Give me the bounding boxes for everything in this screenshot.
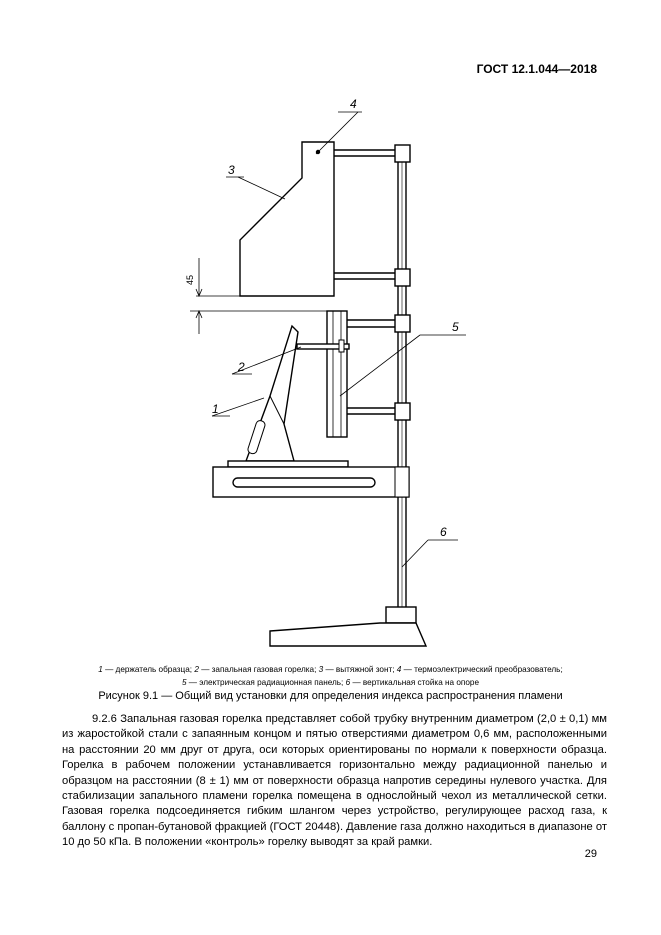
exhaust-hood [240,142,334,296]
stand-clamp [395,403,410,420]
stand-clamp [395,269,410,286]
holder-base-plate [228,461,348,467]
legend-line-1: 1 — держатель образца; 2 — запальная газовая горелка; 3 — вытяжной зонт; 4 — термоэлектрический преобразователь; [98,665,563,674]
label-3: 3 [228,163,235,177]
label-5: 5 [452,320,459,334]
document-code-header: ГОСТ 12.1.044—2018 [476,62,597,76]
label-2: 2 [238,360,245,374]
label-4: 4 [350,97,357,111]
label-1: 1 [212,402,219,416]
figure-title: Рисунок 9.1 — Общий вид установки для определения индекса распространения пламени [98,690,563,702]
legend-line-2: 5 — электрическая радиационная панель; 6 — вертикальная стойка на опоре [181,678,480,687]
stand-clamp [395,315,410,332]
label-6: 6 [440,525,447,539]
page-number: 29 [584,848,597,860]
stand-clamp [395,145,410,162]
stand-base [270,623,426,646]
dimension-45: 45 [185,274,195,285]
body-paragraph: 9.2.6 Запальная газовая горелка представляет собой трубку внутренним диаметром (2,0 ± 0,1) мм из жаростойкой стали с запаянным концом и пятью отверстиями диаметром 0,6 мм, расположенными на расстоянии 20 мм друг от друга, оси которых ориентированы по нормали к поверхности образца. Горелка в рабочем положении устанавливается горизонтально между радиационной панелью и образцом на расстоянии (8 ± 1) мм от поверхности образца напротив середины нулевого участка. Для стабилизации запального пламени горелка помещена в однослойный чехол из металлической сетки. Газовая горелка подсоединяется гибким шлангом через устройство, регулирующее расход газа, к баллону с пропан-бутановой фракцией (ГОСТ 20448). Давление газа должно находиться в диапазоне от 10 до 50 кПа. В положении «контроль» горелку выводят за край рамки. [62,713,607,849]
stand-base-clamp [386,607,416,623]
radiation-panel [327,311,347,437]
